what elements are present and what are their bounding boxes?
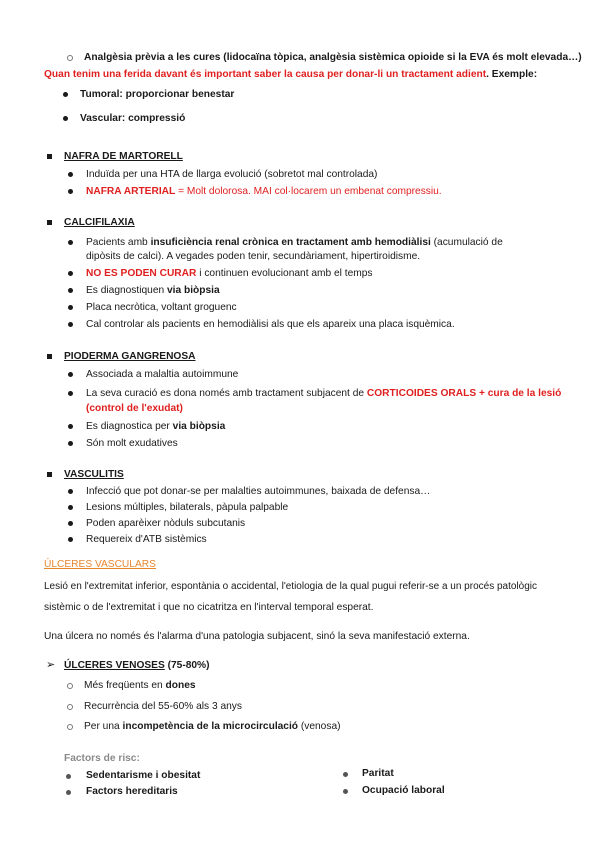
venoses-incomp-b: incompetència de la microcirculació [122, 721, 299, 732]
bullet-icon [68, 322, 73, 327]
bullet-icon [68, 288, 73, 293]
pio-diag-a: Es diagnostica per [86, 421, 173, 432]
bullet-icon [63, 92, 68, 97]
vascular-item: Vascular: compressió [80, 113, 186, 124]
pioderma-title: PIODERMA GANGRENOSA [64, 351, 196, 362]
calci-diag [86, 284, 220, 297]
martorell-title: NAFRA DE MARTORELL [64, 151, 183, 162]
hollow-bullet-icon [67, 55, 73, 61]
venoses-title: ÚLCERES VENOSES [64, 660, 165, 671]
pio-associada: Associada a malaltia autoimmune [86, 369, 239, 380]
venoses-incomp [84, 720, 341, 733]
calci-placa: Placa necròtica, voltant groguenc [86, 302, 237, 313]
ulceres-alarma: Una úlcera no només és l'alarma d'una patologia subjacent, sinó la seva manifestació externa. [44, 631, 470, 642]
square-bullet-icon [47, 472, 52, 477]
analgesia-text: Analgèsia prèvia a les cures (lidocaïna tòpica, analgèsia sistèmica opioide si la EVA és molt elevada…) [84, 52, 582, 63]
hollow-bullet-icon [67, 683, 73, 689]
calci-item1 [86, 236, 503, 249]
arterial-label: NAFRA ARTERIAL [86, 186, 176, 197]
calci-item1-line2: dipòsits de calci). A vegades poden tenir, secundàriament, hipertiroidisme. [86, 251, 421, 262]
factors-title: Factors de risc: [64, 753, 140, 764]
venoses-recurrencia: Recurrència del 55-60% als 3 anys [84, 701, 242, 712]
vasc-item: Poden aparèixer nòduls subcutanis [86, 518, 246, 529]
bullet-icon [66, 774, 71, 779]
calcifilaxia-title: CALCIFILAXIA [64, 217, 135, 228]
vasc-item: Infecció que pot donar-se per malalties autoimmunes, baixada de defensa… [86, 486, 431, 497]
calci-item1-b: insuficiència renal crònica en tractament amb hemodiàlisi [150, 237, 431, 248]
bullet-icon [63, 116, 68, 121]
square-bullet-icon [47, 154, 52, 159]
hollow-bullet-icon [67, 704, 73, 710]
pio-curacio-b: CORTICOIDES ORALS + cura de la lesió [366, 388, 562, 399]
bullet-icon [68, 189, 73, 194]
bullet-icon [68, 441, 73, 446]
ulceres-def-line2: sistèmic o de l'extremitat i que no cicatritza en l'interval temporal esperat. [44, 602, 374, 613]
bullet-icon [68, 305, 73, 310]
square-bullet-icon [47, 220, 52, 225]
calci-diag-b: via biòpsia [167, 285, 220, 296]
bullet-icon [68, 537, 73, 542]
no-curar-label: NO ES PODEN CURAR [86, 268, 197, 279]
bullet-icon [68, 521, 73, 526]
red-note: Quan tenim una ferida davant és important saber la causa per donar-li un tractament adient [44, 69, 487, 80]
square-bullet-icon [47, 354, 52, 359]
pio-curacio-a: La seva curació es dona només amb tractament subjacent de [86, 388, 367, 399]
pio-diag-b: via biòpsia [172, 421, 226, 432]
venoses-freq-b: dones [165, 680, 196, 691]
factor-left: Sedentarisme i obesitat [86, 770, 201, 781]
venoses-incomp-c: (venosa) [298, 721, 341, 732]
bullet-icon [343, 772, 348, 777]
bullet-icon [68, 240, 73, 245]
pio-curacio-line2: (control de l'exudat) [86, 403, 183, 414]
venoses-incomp-a: Per una [84, 721, 123, 732]
bullet-icon [68, 489, 73, 494]
venoses-pct: (75-80%) [164, 660, 210, 671]
red-note-line [44, 68, 537, 81]
tumoral-item: Tumoral: proporcionar benestar [80, 89, 235, 100]
martorell-item: Induïda per una HTA de llarga evolució (sobretot mal controlada) [86, 169, 378, 180]
factor-right: Paritat [362, 768, 394, 779]
pio-curacio [86, 387, 561, 400]
bullet-icon [68, 424, 73, 429]
factor-left: Factors hereditaris [86, 786, 178, 797]
ulceres-def-line1: Lesió en l'extremitat inferior, espontània o accidental, l'etiologia de la qual pugui referir-se a un procés patològic [44, 581, 538, 592]
factor-right: Ocupació laboral [362, 785, 445, 796]
bullet-icon [68, 372, 73, 377]
bullet-icon [68, 505, 73, 510]
bullet-icon [343, 789, 348, 794]
exemple-label: . Exemple: [486, 69, 538, 80]
calci-item1-c: (acumulació de [430, 237, 503, 248]
pio-diag [86, 420, 225, 433]
vasc-item: Requereix d'ATB sistèmics [86, 534, 207, 545]
calci-diag-a: Es diagnostiquen [86, 285, 167, 296]
calci-controlar: Cal controlar als pacients en hemodiàlisi als que els apareix una placa isquèmica. [86, 319, 455, 330]
calci-no-curar [86, 267, 373, 280]
no-curar-rest: i continuen evolucionant amb el temps [196, 268, 373, 279]
hollow-bullet-icon [67, 724, 73, 730]
ulceres-title: ÚLCERES VASCULARS [44, 559, 156, 570]
bullet-icon [68, 271, 73, 276]
calci-item1-a: Pacients amb [86, 237, 151, 248]
arterial-item [86, 185, 442, 198]
venoses-freq-a: Més freqüents en [84, 680, 166, 691]
bullet-icon [68, 172, 73, 177]
arrow-bullet-icon: ➢ [46, 659, 56, 671]
bullet-icon [68, 391, 73, 396]
arterial-rest: = Molt dolorosa. MAI col·locarem un embenat compressiu. [175, 186, 442, 197]
pio-exudatives: Són molt exudatives [86, 438, 178, 449]
venoses-heading [64, 659, 210, 672]
venoses-freq [84, 679, 196, 692]
vasc-item: Lesions múltiples, bilaterals, pàpula palpable [86, 502, 289, 513]
vasculitis-title: VASCULITIS [64, 469, 124, 480]
bullet-icon [66, 790, 71, 795]
